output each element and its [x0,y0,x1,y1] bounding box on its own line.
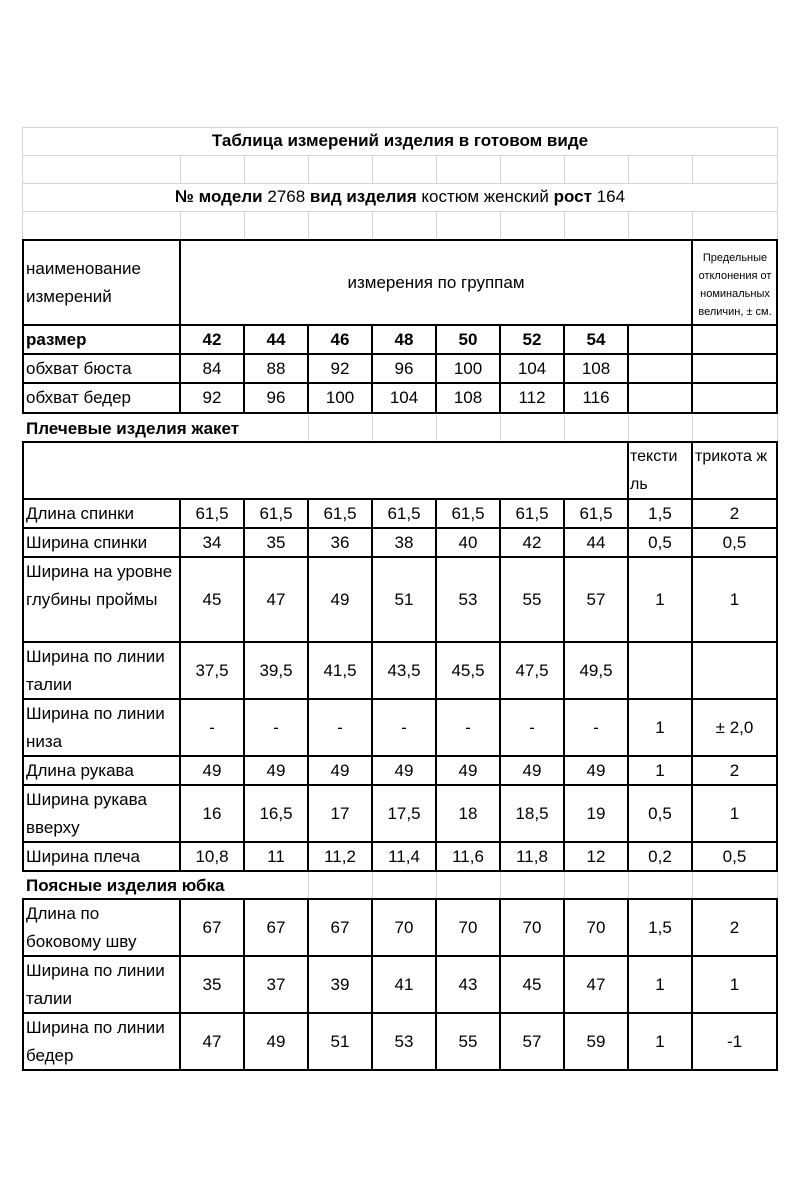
textile-tolerance: 0,5 [648,804,672,823]
height-label: рост [553,187,592,206]
size-value: 48 [394,330,414,349]
row-label: Ширина по линии бедер [26,1018,165,1065]
table-cell: 53 [458,590,478,609]
textile-column-header: тексти ль [630,448,678,493]
table-cell: 67 [330,918,350,937]
table-cell: 18 [458,804,478,823]
knit-tolerance: 2 [729,504,740,523]
table-cell: 49 [330,590,350,609]
size-value: 42 [202,330,222,349]
knit-column-header: трикота ж [695,448,768,465]
table-cell: 10,8 [195,847,229,866]
table-cell: 49 [522,761,542,780]
table-cell: 70 [458,918,478,937]
table-cell: 104 [389,388,419,407]
table-cell: 39 [330,975,350,994]
table-cell: 34 [202,533,222,552]
table-cell: 57 [586,590,606,609]
textile-tolerance: 1,5 [648,918,672,937]
table-cell: 45 [202,590,222,609]
table-cell: 11,6 [452,847,484,866]
row-label: Длина рукава [26,761,134,780]
textile-tolerance: 1,5 [648,504,672,523]
table-cell: 11 [267,847,285,866]
table-cell: 41 [394,975,414,994]
table-cell: - [209,718,215,737]
table-cell: 17 [330,804,350,823]
table-cell: 61,5 [579,504,613,523]
table-cell: 37,5 [195,661,229,680]
page-title: Таблица измерений изделия в готовом виде [211,131,589,150]
table-cell: 11,8 [516,847,548,866]
knit-tolerance: 2 [729,761,740,780]
table-cell: 70 [586,918,606,937]
table-cell: 35 [202,975,222,994]
row-label: Ширина рукава вверху [26,790,147,837]
textile-tolerance: 1 [655,975,665,994]
table-cell: 55 [522,590,542,609]
table-cell: 88 [266,359,286,378]
row-label: Ширина плеча [26,847,140,866]
knit-tolerance: 1 [729,590,740,609]
row-label: обхват бедер [26,388,132,407]
table-cell: 49 [266,761,286,780]
table-cell: - [337,718,343,737]
table-cell: 39,5 [259,661,293,680]
table-cell: 61,5 [259,504,293,523]
table-cell: 45 [522,975,542,994]
knit-tolerance: -1 [726,1032,743,1051]
table-cell: 57 [522,1032,542,1051]
table-cell: 61,5 [323,504,357,523]
model-value: 2768 [267,187,306,206]
table-cell: 49 [330,761,350,780]
table-cell: 49 [266,1032,286,1051]
table-cell: 61,5 [387,504,421,523]
table-cell: 41,5 [323,661,357,680]
textile-tolerance: 0,5 [648,533,672,552]
table-cell: - [465,718,471,737]
table-cell: 43,5 [387,661,421,680]
table-cell: 40 [458,533,478,552]
table-cell: 55 [458,1032,478,1051]
table-cell: 100 [453,359,483,378]
table-cell: 84 [202,359,222,378]
height-value: 164 [596,187,626,206]
knit-tolerance: 0,5 [722,847,747,866]
table-cell: 49 [586,761,606,780]
table-cell: 17,5 [387,804,421,823]
table-cell: 18,5 [515,804,549,823]
table-cell: 61,5 [195,504,229,523]
table-cell: - [273,718,279,737]
table-cell: - [401,718,407,737]
row-label: обхват бюста [26,359,132,378]
table-cell: 44 [586,533,606,552]
jacket-section-title: Плечевые изделия жакет [26,419,240,438]
table-cell: 70 [394,918,414,937]
table-cell: 70 [522,918,542,937]
table-cell: 104 [517,359,547,378]
table-cell: 53 [394,1032,414,1051]
table-cell: 36 [330,533,350,552]
table-cell: 96 [394,359,414,378]
row-label: Ширина на уровне глубины проймы [26,562,173,609]
size-value: 50 [458,330,478,349]
table-cell: 16 [202,804,222,823]
table-cell: 108 [453,388,483,407]
measurement-sheet [22,127,778,1071]
row-label: Длина по боковому шву [26,904,137,951]
table-cell: 16,5 [259,804,293,823]
table-cell: 49 [394,761,414,780]
textile-tolerance: 0,2 [648,847,672,866]
textile-tolerance: 1 [655,1032,665,1051]
knit-tolerance: 1 [729,975,740,994]
size-value: 44 [266,330,286,349]
size-value: 52 [522,330,542,349]
size-value: 46 [330,330,350,349]
model-label: № модели [174,187,263,206]
table-cell: 43 [458,975,478,994]
row-label: Ширина по линии талии [26,961,165,1008]
table-cell: 47 [202,1032,222,1051]
table-cell: 38 [394,533,414,552]
table-cell: 35 [266,533,286,552]
table-cell: 59 [586,1032,606,1051]
table-cell: 112 [518,388,546,407]
table-cell: 49 [458,761,478,780]
knit-tolerance: 2 [729,918,740,937]
table-cell: 19 [586,804,606,823]
table-cell: 108 [581,359,611,378]
table-cell: 47 [586,975,606,994]
groups-column-header: измерения по группам [347,273,525,292]
knit-tolerance: 0,5 [722,533,747,552]
size-value: 54 [586,330,606,349]
name-column-header: наименование измерений [26,259,141,306]
table-cell: 37 [266,975,286,994]
table-cell: 92 [330,359,350,378]
skirt-section-title: Поясные изделия юбка [26,876,225,895]
size-row-label: размер [26,330,87,349]
textile-tolerance: 1 [655,761,665,780]
model-line [22,183,778,211]
table-cell: 51 [394,590,414,609]
table-cell: 11,4 [388,847,420,866]
table-cell: 67 [202,918,222,937]
table-cell: 67 [266,918,286,937]
textile-tolerance: 1 [655,590,665,609]
type-label: вид изделия [309,187,417,206]
table-cell: 96 [266,388,286,407]
knit-tolerance: ± 2,0 [715,718,754,737]
table-cell: 47,5 [515,661,549,680]
textile-tolerance: 1 [655,718,665,737]
row-label: Ширина по линии талии [26,647,165,694]
knit-tolerance: 1 [729,804,740,823]
row-label: Длина спинки [26,504,135,523]
row-label: Ширина спинки [26,533,148,552]
table-cell: 42 [522,533,542,552]
table-cell: - [593,718,599,737]
table-cell: 45,5 [451,661,485,680]
table-cell: 61,5 [451,504,485,523]
tolerance-column-header: Предельные отклонения от номинальных величин, ± см. [698,252,772,318]
row-label: Ширина по линии низа [26,704,165,751]
table-cell: 100 [325,388,355,407]
table-cell: 61,5 [515,504,549,523]
table-cell: 51 [330,1032,350,1051]
table-cell: 11,2 [324,847,356,866]
table-cell: 12 [586,847,606,866]
table-cell: 116 [582,388,610,407]
table-cell: 49 [202,761,222,780]
table-cell: 92 [202,388,222,407]
table-cell: 47 [266,590,286,609]
table-cell: 49,5 [579,661,613,680]
table-cell: - [529,718,535,737]
type-value: костюм женский [421,187,549,206]
